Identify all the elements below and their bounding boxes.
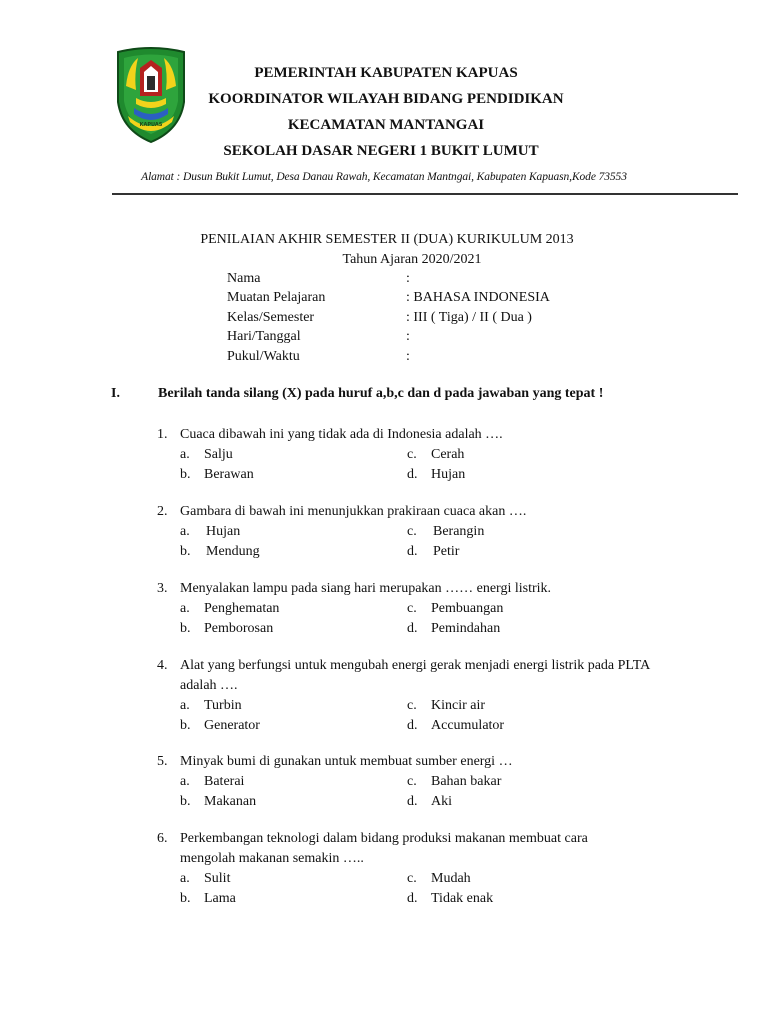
question-text: Menyalakan lampu pada siang hari merupakan …… energi listrik.: [180, 581, 552, 596]
question-6: [157, 829, 637, 908]
svg-text:KAPUAS: KAPUAS: [139, 122, 163, 128]
answer-options: a. Sulit c. Mudah b. Lama d. Tidak enak: [180, 871, 494, 906]
letterhead-line-district: KECAMATAN MANTANGAI: [287, 117, 485, 133]
question-4: [157, 656, 657, 735]
info-label: Pukul/Waktu: [227, 348, 300, 364]
answer-options: a. Penghematan c. Pembuangan b. Pemborosan d. Pemindahan: [180, 601, 504, 636]
answer-options: a. Turbin c. Kincir air b. Generator d. Accumulator: [180, 698, 505, 733]
section-number: I.: [111, 386, 120, 401]
question-number: 3.: [157, 581, 168, 596]
info-label: Muatan Pelajaran: [227, 290, 326, 306]
academic-year: Tahun Ajaran 2020/2021: [342, 252, 482, 267]
info-value[interactable]: :: [406, 271, 410, 286]
question-5: [157, 752, 717, 811]
info-value[interactable]: :: [406, 329, 410, 345]
info-row-nama: [227, 271, 627, 290]
info-row-pukul: [227, 349, 627, 368]
question-number: 5.: [157, 754, 168, 769]
question-1: [157, 425, 717, 484]
question-number: 6.: [157, 831, 168, 846]
info-value: : BAHASA INDONESIA: [406, 290, 550, 306]
answer-options: a. Baterai c. Bahan bakar b. Makanan d. Aki: [180, 774, 502, 809]
question-stem: [157, 752, 717, 772]
question-text: Gambara di bawah ini menunjukkan prakiraan cuaca akan ….: [180, 504, 527, 519]
info-value[interactable]: :: [406, 348, 410, 364]
question-text: Perkembangan teknologi dalam bidang produksi makanan membuat cara mengolah makanan semakin …..: [180, 831, 588, 866]
question-number: 2.: [157, 504, 168, 519]
question-text: Alat yang berfungsi untuk mengubah energi gerak menjadi energi listrik pada PLTA adalah ….: [180, 658, 650, 693]
school-address: Alamat : Dusun Bukit Lumut, Desa Danau Rawah, Kecamatan Mantngai, Kabupaten Kapuasn,Kode 73553: [141, 171, 627, 183]
info-label: Nama: [227, 271, 261, 286]
question-stem: [157, 656, 657, 696]
info-row-muatan: [227, 290, 627, 309]
answer-options: a. Salju c. Cerah b. Berawan d. Hujan: [180, 447, 466, 482]
answer-options: a. Hujan c. Berangin b. Mendung d. Petir: [180, 524, 485, 559]
letterhead-line-coordinator: KOORDINATOR WILAYAH BIDANG PENDIDIKAN: [208, 91, 564, 107]
question-text: Cuaca dibawah ini yang tidak ada di Indonesia adalah ….: [180, 427, 503, 442]
exam-title: PENILAIAN AKHIR SEMESTER II (DUA) KURIKULUM 2013: [200, 232, 574, 247]
question-number: 1.: [157, 427, 168, 442]
section-instruction: Berilah tanda silang (X) pada huruf a,b,c dan d pada jawaban yang tepat !: [158, 386, 604, 401]
info-row-hari: [227, 329, 627, 348]
info-label: Hari/Tanggal: [227, 329, 301, 345]
question-2: [157, 502, 717, 561]
info-label: Kelas/Semester: [227, 309, 315, 325]
question-3: [157, 579, 717, 638]
question-stem: [157, 425, 717, 445]
letterhead-line-government: PEMERINTAH KABUPATEN KAPUAS: [254, 65, 518, 81]
student-info-block: [227, 271, 627, 368]
question-stem: [157, 502, 717, 522]
question-stem: [157, 829, 637, 869]
letterhead-line-school: SEKOLAH DASAR NEGERI 1 BUKIT LUMUT: [223, 143, 539, 159]
question-number: 4.: [157, 658, 168, 673]
question-stem: [157, 579, 717, 599]
question-text: Minyak bumi di gunakan untuk membuat sumber energi …: [180, 754, 513, 769]
info-value: : III ( Tiga) / II ( Dua ): [406, 309, 532, 325]
info-row-kelas: [227, 310, 627, 329]
letterhead-divider: [112, 193, 738, 195]
